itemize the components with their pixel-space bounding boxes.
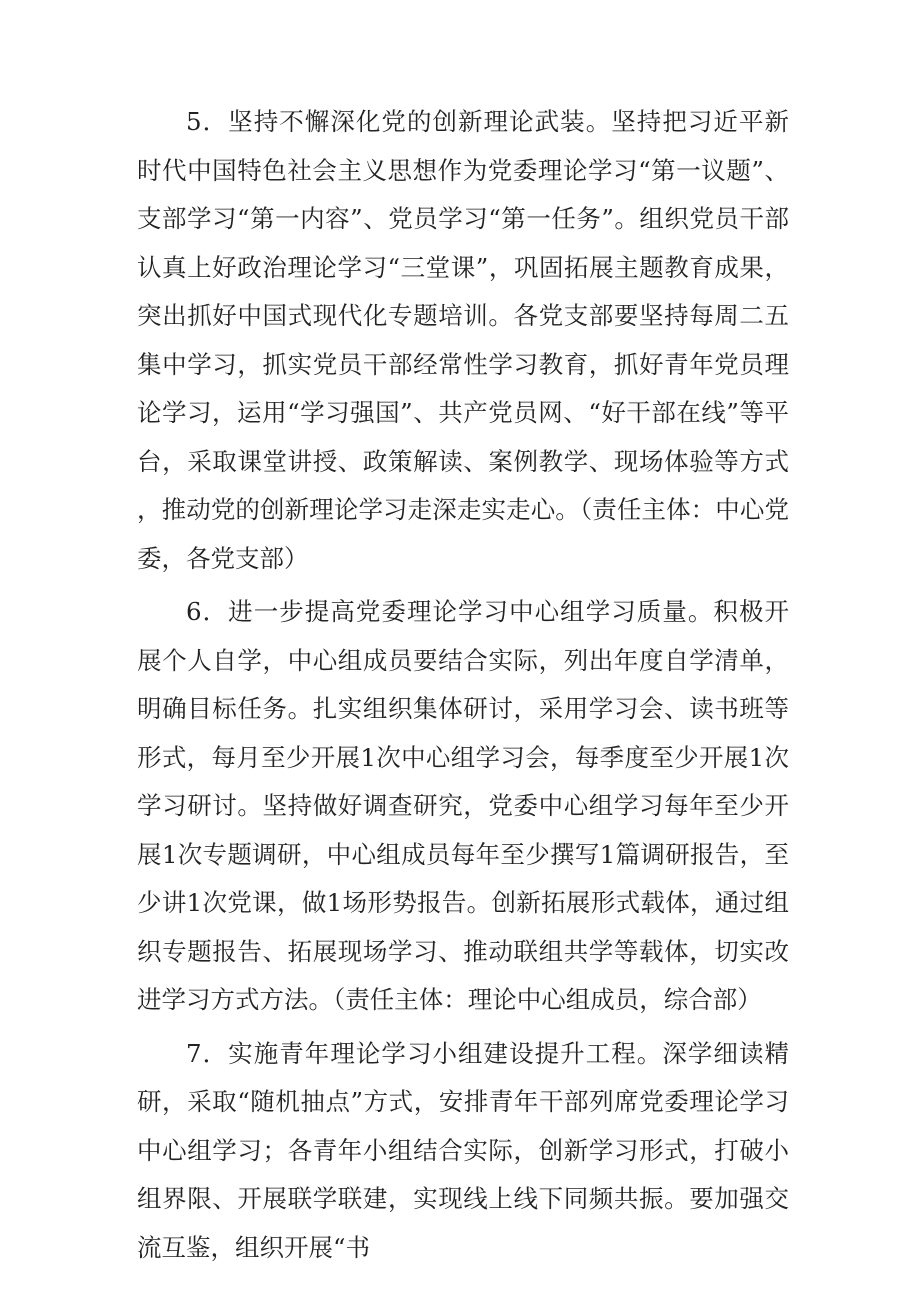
document-page [137,98,789,1277]
paragraph-item-6: 6．进一步提高党委理论学习中心组学习质量。积极开展个人自学，中心组成员要结合实际，列出年度自学清单，明确目标任务。扎实组织集体研讨，采用学习会、读书班等形式，每月至少开展1次中心组学习会，每季度至少开展1次学习研讨。坚持做好调查研究，党委中心组学习每年至少开展1次专题调研，中心组成员每年至少撰写1篇调研报告，至少讲1次党课，做1场形势报告。创新拓展形式载体，通过组织专题报告、拓展现场学习、推动联组共学等载体，切实改进学习方式方法。（责任主体：理论中心组成员，综合部） [137,597,789,1014]
paragraph-item-5: 5．坚持不懈深化党的创新理论武装。坚持把习近平新时代中国特色社会主义思想作为党委理论学习“第一议题”、支部学习“第一内容”、党员学习“第一任务”。组织党员干部认真上好政治理论学习“三堂课”，巩固拓展主题教育成果，突出抓好中国式现代化专题培训。各党支部要坚持每周二五集中学习，抓实党员干部经常性学习教育，抓好青年党员理论学习，运用“学习强国”、共产党员网、“好干部在线”等平台，采取课堂讲授、政策解读、案例教学、现场体验等方式，推动党的创新理论学习走深走实走心。（责任主体：中心党委，各党支部） [137,107,789,573]
paragraph-item-7: 7．实施青年理论学习小组建设提升工程。深学细读精研，采取“随机抽点”方式，安排青年干部列席党委理论学习中心组学习；各青年小组结合实际，创新学习形式，打破小组界限、开展联学联建，实现线上线下同频共振。要加强交流互鉴，组织开展“书 [137,1038,789,1262]
